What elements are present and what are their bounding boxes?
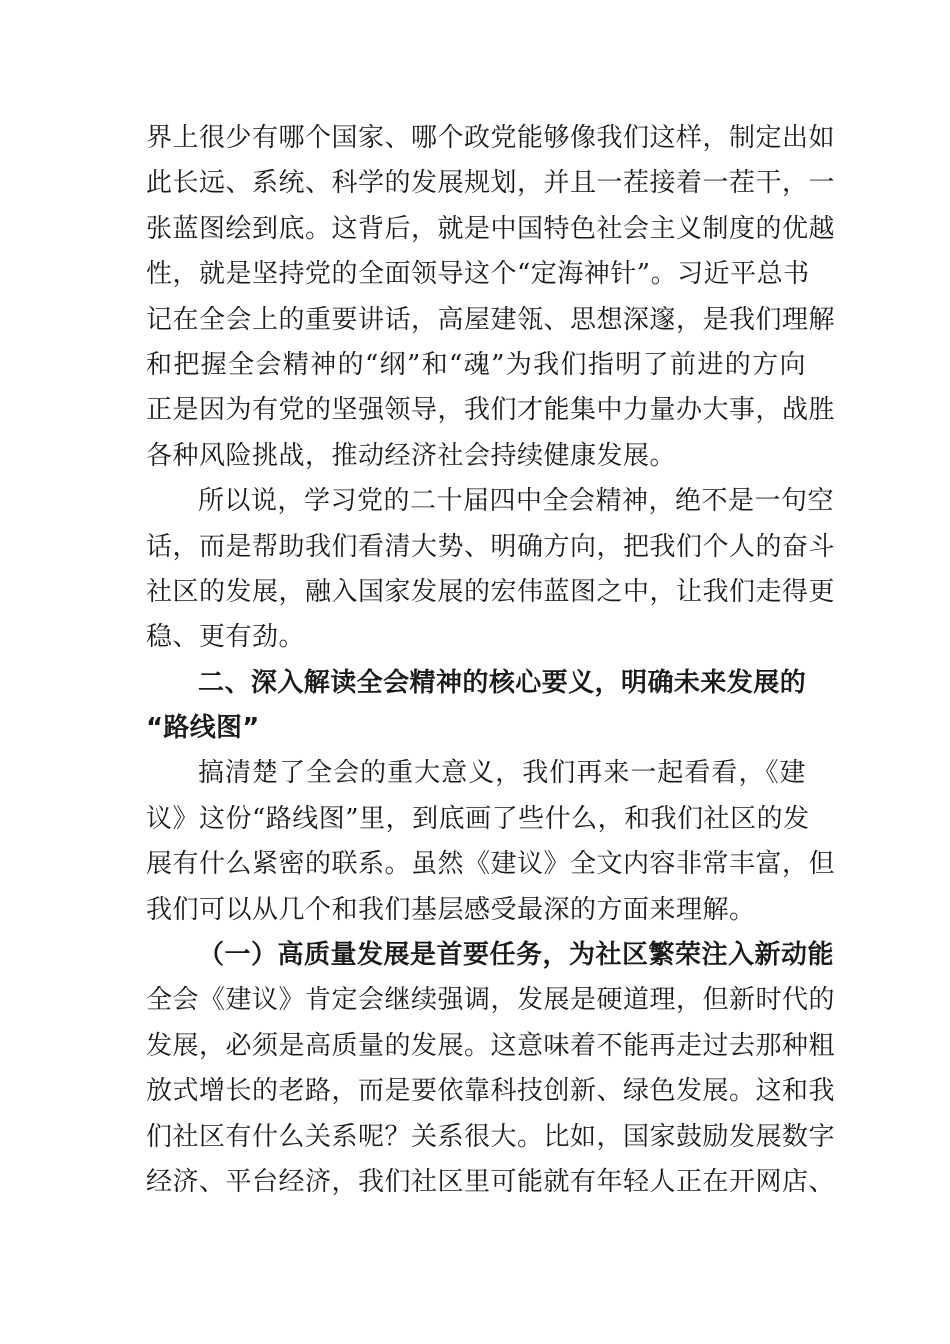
text-line: 此长远、系统、科学的发展规划，并且一茬接着一茬干，一: [146, 168, 836, 199]
document-body: [146, 116, 836, 1205]
text-line: 全会《建议》肯定会继续强调，发展是硬道理，但新时代的: [146, 985, 836, 1016]
heading-line: 二、深入解读全会精神的核心要义，明确未来发展的: [198, 667, 806, 698]
text-line: 和把握全会精神的“纲”和“魂”为我们指明了前进的方向: [146, 349, 806, 380]
heading-line: “路线图”: [146, 713, 260, 744]
paragraph-3: [146, 751, 836, 933]
text-line: 议》这份“路线图”里，到底画了些什么，和我们社区的发: [146, 803, 810, 834]
text-line: 展有什么紧密的联系。虽然《建议》全文内容非常丰富，但: [146, 849, 836, 880]
paragraph-4: [146, 978, 836, 1205]
text-line: 稳、更有劲。: [146, 622, 306, 653]
text-line: 话，而是帮助我们看清大势、明确方向，把我们个人的奋斗: [146, 531, 836, 562]
subsection-heading: [146, 933, 835, 978]
section-heading: [146, 661, 806, 752]
text-line: 界上很少有哪个国家、哪个政党能够像我们这样，制定出如: [146, 123, 836, 153]
text-line: 发展，必须是高质量的发展。这意味着不能再走过去那种粗: [146, 1030, 836, 1061]
text-line: 张蓝图绘到底。这背后，就是中国特色社会主义制度的优越: [146, 213, 836, 244]
text-line: 社区的发展，融入国家发展的宏伟蓝图之中，让我们走得更: [146, 576, 836, 607]
text-line: 我们可以从几个和我们基层感受最深的方面来理解。: [146, 894, 756, 925]
paragraph-1: [146, 116, 836, 479]
text-line: 性，就是坚持党的全面领导这个“定海神针”。习近平总书: [146, 259, 810, 290]
paragraph-2: [146, 479, 836, 661]
text-line: 记在全会上的重要讲话，高屋建瓴、思想深邃，是我们理解: [146, 304, 836, 335]
text-line: 正是因为有党的坚强领导，我们才能集中力量办大事，战胜: [146, 395, 836, 426]
text-line: 各种风险挑战，推动经济社会持续健康发展。: [146, 440, 677, 471]
text-line: 放式增长的老路，而是要依靠科技创新、绿色发展。这和我: [146, 1076, 836, 1107]
text-line: 们社区有什么关系呢？关系很大。比如，国家鼓励发展数字: [146, 1121, 836, 1152]
text-line: 经济、平台经济，我们社区里可能就有年轻人正在开网店、: [146, 1166, 836, 1197]
subheading-line: （一）高质量发展是首要任务，为社区繁荣注入新动能: [198, 940, 835, 971]
text-line: 所以说，学习党的二十届四中全会精神，绝不是一句空: [198, 486, 835, 517]
text-line: 搞清楚了全会的重大意义，我们再来一起看看，《建: [198, 758, 806, 789]
